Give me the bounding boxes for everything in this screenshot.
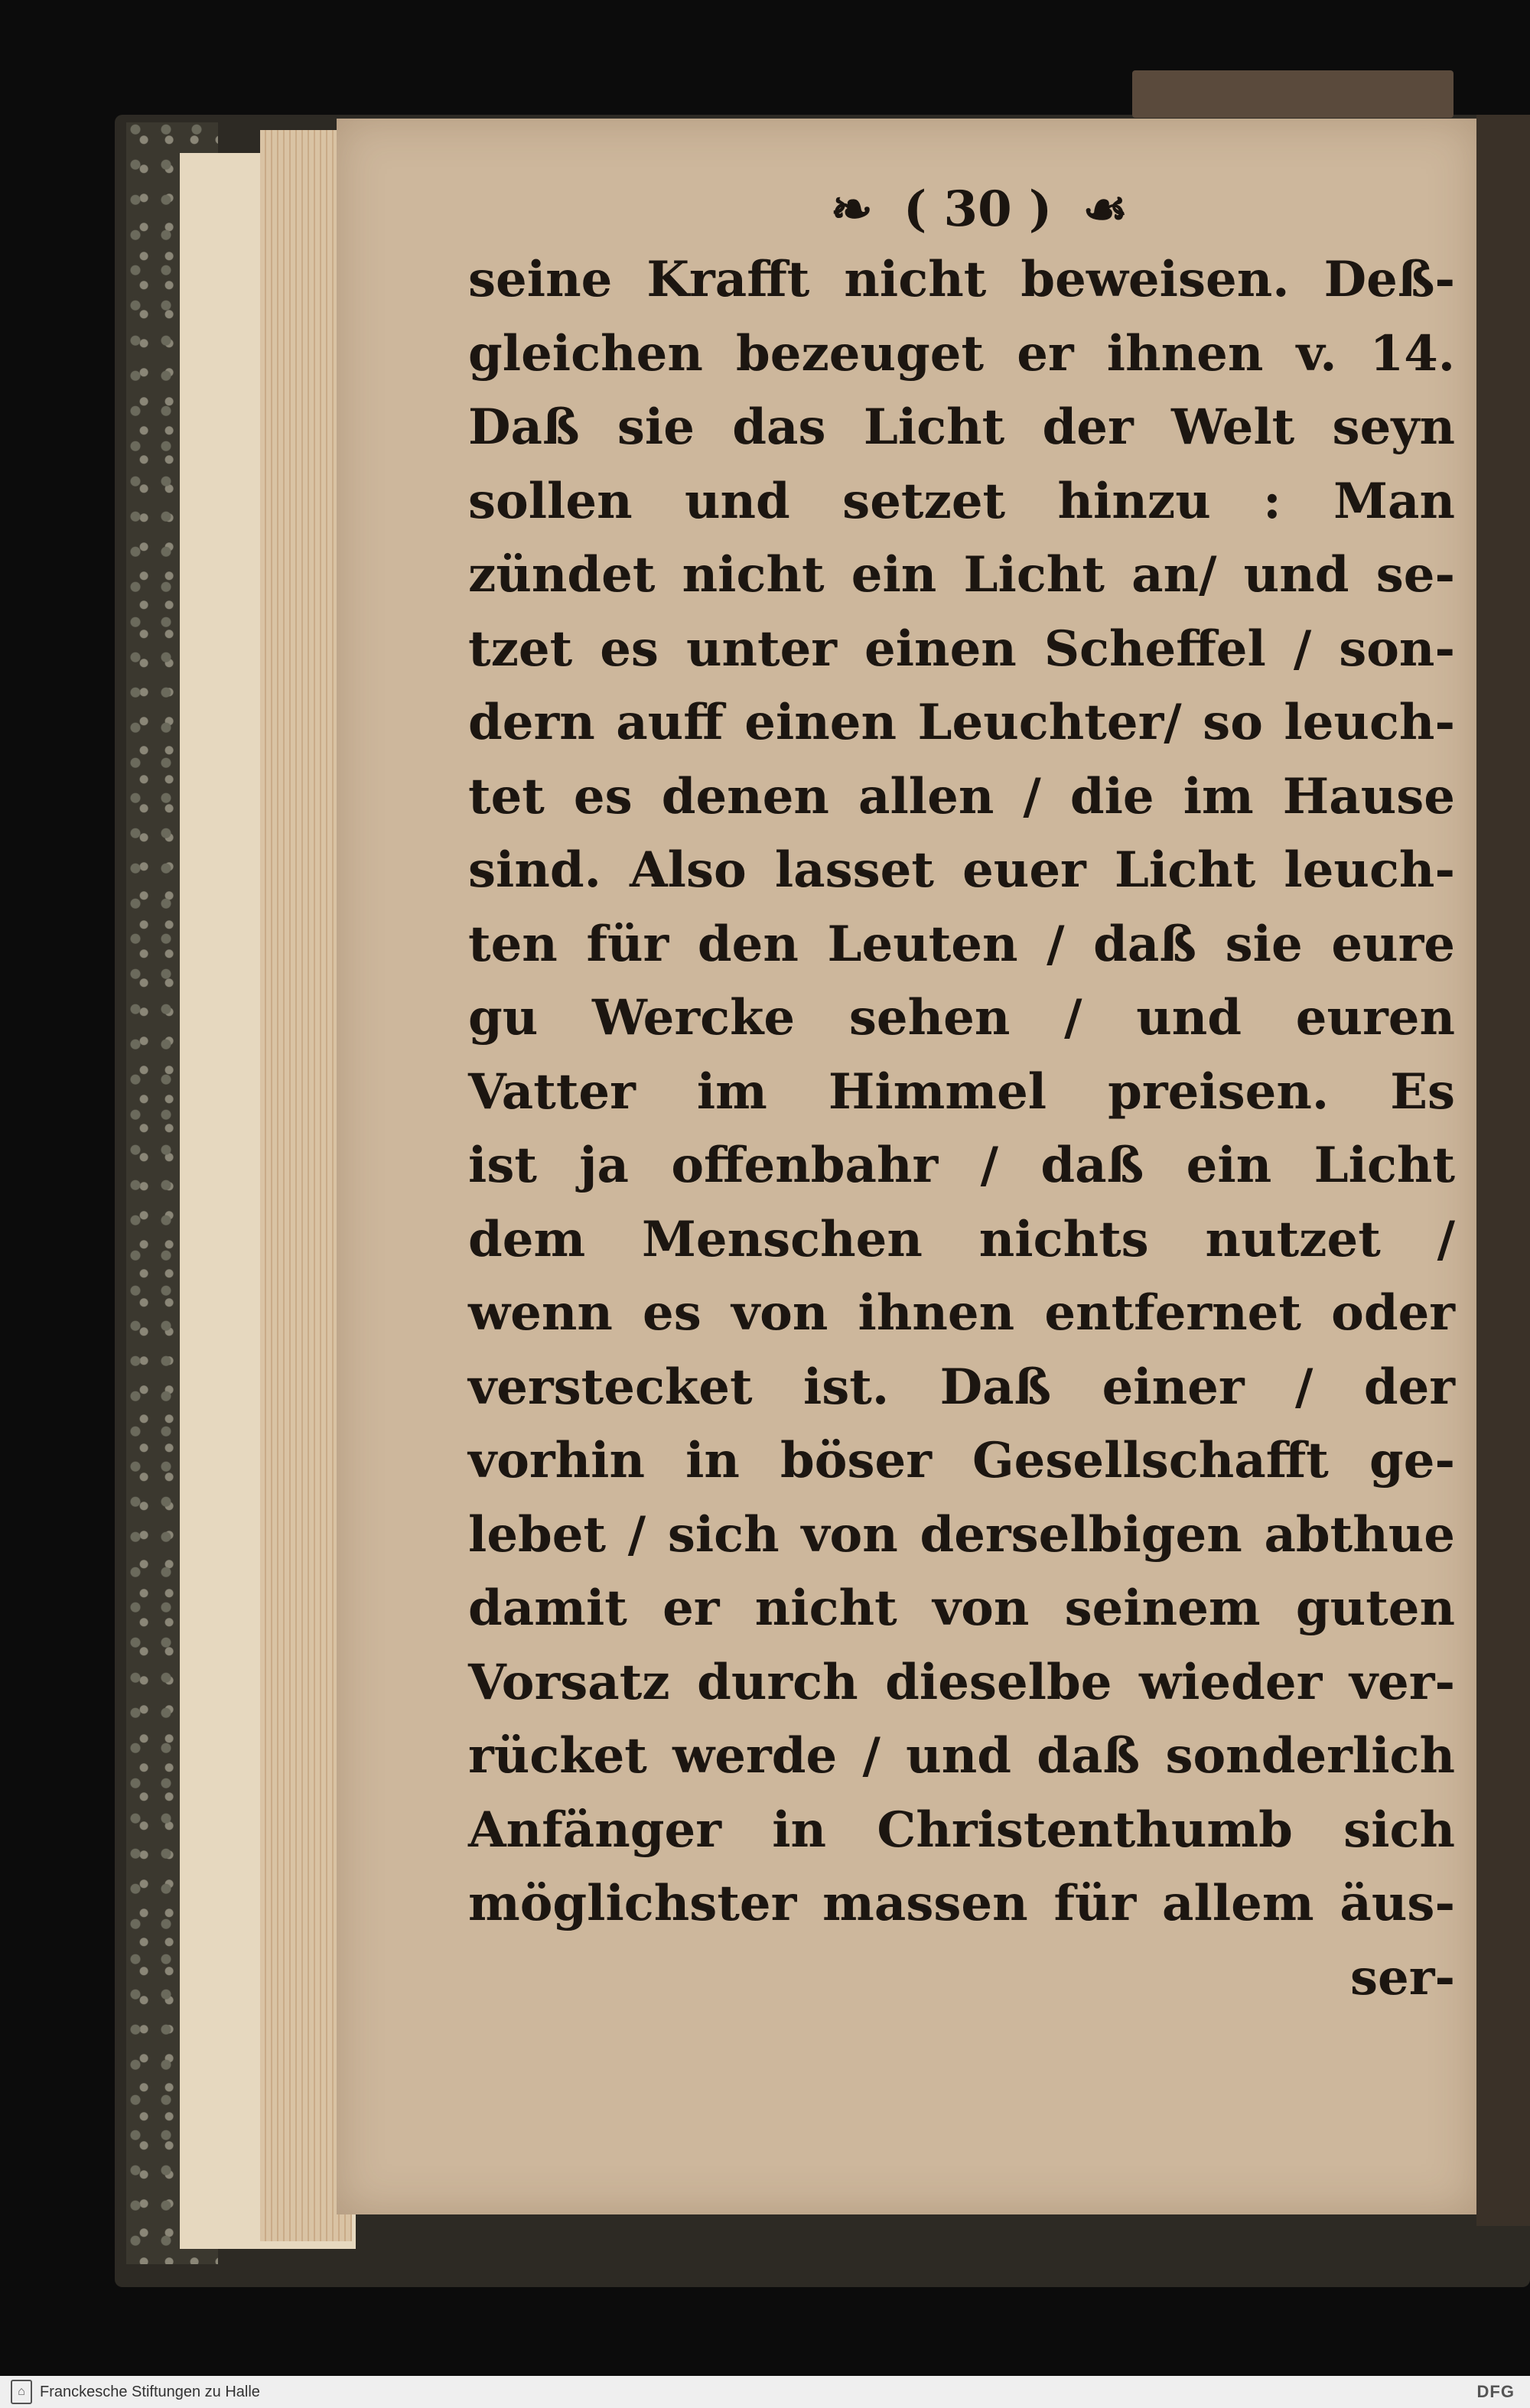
text-line: gu Wercke sehen / und euren (468, 989, 1455, 1046)
text-line: damit er nicht von seinem guten (468, 1580, 1455, 1637)
right-binding (1476, 115, 1530, 2226)
text-line: tzet es unter einen Scheffel / son- (468, 620, 1455, 678)
text-line: seine Krafft nicht beweisen. Deß- (468, 251, 1455, 308)
institution-name: Franckesche Stiftungen zu Halle (40, 2383, 260, 2400)
text-line: möglichster massen für allem äus- (468, 1875, 1455, 1932)
text-line: tet es denen allen / die im Hause (468, 767, 1455, 825)
page-header (765, 174, 1193, 243)
right-ornament-icon: ☙ (1082, 179, 1128, 239)
text-line: sind. Also lasset euer Licht leuch- (468, 841, 1455, 899)
left-ornament-icon: ❧ (830, 179, 873, 239)
body-text (468, 243, 1455, 2015)
text-line: Vatter im Himmel preisen. Es (468, 1062, 1455, 1121)
text-line: rücket werde / und daß sonderlich (468, 1727, 1455, 1785)
text-line: Daß sie das Licht der Welt seyn (468, 399, 1455, 456)
text-line: gleichen bezeuget er ihnen v. 14. (468, 324, 1455, 382)
footer-bar (0, 2376, 1530, 2408)
catchword: ser- (1349, 1948, 1455, 2006)
text-line: Vorsatz durch dieselbe wieder ver- (468, 1653, 1455, 1711)
text-line: Anfänger in Christenthumb sich (468, 1801, 1455, 1859)
page-number: ( 30 ) (903, 180, 1053, 238)
text-line: verstecket ist. Daß einer / der (468, 1358, 1455, 1416)
show-through-bleed (428, 1974, 1117, 2096)
text-line: ist ja offenbahr / daß ein Licht (468, 1137, 1455, 1194)
text-line: vorhin in böser Gesellschafft ge- (468, 1432, 1455, 1489)
text-line: sollen und setzet hinzu : Man (468, 472, 1455, 530)
text-line: lebet / sich von derselbigen abthue (468, 1505, 1455, 1564)
text-line: wenn es von ihnen entfernet oder (468, 1284, 1455, 1342)
institution-logo-icon: ⌂ (11, 2380, 32, 2404)
text-line: dern auff einen Leuchter/ so leuch- (468, 694, 1455, 751)
text-line: ten für den Leuten / daß sie eure (468, 915, 1455, 973)
text-line: zündet nicht ein Licht an/ und se- (468, 546, 1455, 604)
text-line: dem Menschen nichts nutzet / (468, 1210, 1455, 1268)
leather-spine-top (1132, 70, 1454, 118)
dfg-logo: DFG (1476, 2382, 1515, 2401)
